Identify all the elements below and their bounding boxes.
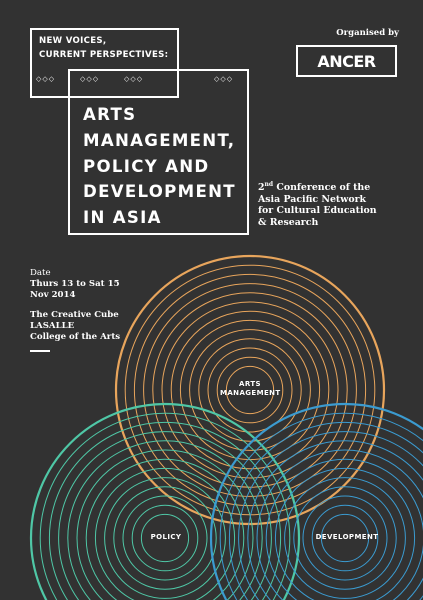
venn-ring (239, 432, 423, 600)
ancer-logo (296, 45, 397, 77)
title-line-5: IN ASIA (83, 208, 162, 227)
title-line-4: DEVELOPMENT (83, 182, 236, 201)
tagline-line-1: NEW VOICES, (39, 36, 107, 46)
date-line-1: Thurs 13 to Sat 15 (30, 279, 120, 289)
venn-label-arts-management (220, 380, 280, 398)
development-circle (211, 404, 423, 600)
title-line-2: MANAGEMENT, (83, 131, 236, 150)
date-label: Date (30, 268, 51, 278)
ordinal-number: 2 (258, 182, 265, 194)
venn-label-policy: POLICY (150, 533, 182, 541)
venn-label-arts-line-2: MANAGEMENT (220, 389, 281, 397)
tagline-line-2: CURRENT PERSPECTIVES: (39, 50, 169, 60)
conference-line-1 (258, 179, 408, 194)
diamond-ornament-icon: ◇◇◇ (124, 75, 144, 83)
venue-line-1: The Creative Cube (30, 310, 119, 320)
title-box (68, 69, 249, 235)
venn-label-arts-line-1: ARTS (239, 380, 261, 388)
venn-ring (211, 404, 423, 600)
conference-description (258, 179, 408, 228)
conference-line-3: for Cultural Education (258, 205, 377, 217)
diamond-ornament-icon: ◇◇◇ (80, 75, 100, 83)
ordinal-suffix: nd (264, 181, 274, 188)
logo-wordmark: ANCER (317, 52, 376, 71)
diamond-ornament-icon: ◇◇◇ (214, 75, 234, 83)
title-line-3: POLICY AND (83, 157, 210, 176)
date-line-2: Nov 2014 (30, 290, 76, 300)
conference-line-2: Asia Pacific Network (258, 193, 367, 205)
event-info (30, 268, 120, 343)
diamond-ornament-icon: ◇◇◇ (36, 75, 56, 83)
venue-block (30, 310, 120, 343)
conference-line-4: & Research (258, 216, 319, 228)
title-line-1: ARTS (83, 105, 137, 124)
venn-label-development: DEVELOPMENT (315, 533, 379, 541)
divider-rule (30, 350, 50, 352)
conference-line-1-rest: Conference of the (273, 182, 371, 194)
venue-line-2: LASALLE (30, 321, 75, 331)
policy-circle (31, 404, 299, 600)
organised-by-label: Organised by (336, 28, 399, 38)
venue-line-3: College of the Arts (30, 332, 121, 342)
